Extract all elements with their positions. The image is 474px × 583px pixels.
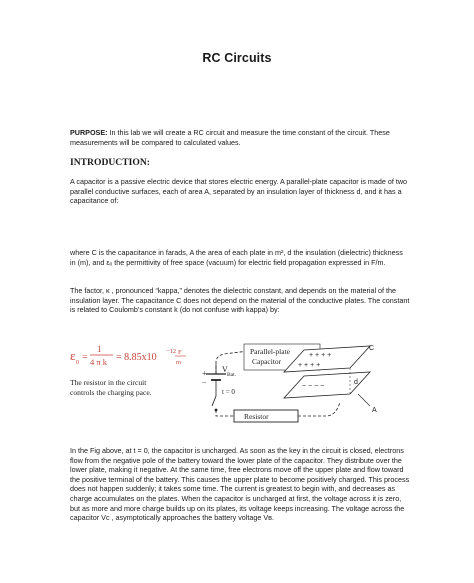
kappa-paragraph: The factor, κ , pronounced “kappa,” denotes the dielectric constant, and depends on the material of the insulation layer. The capacitance C does not depend on the material of the conductive plates. The constant is related to Coulomb’s constant k (do not confuse with kappa) by: [70,286,410,315]
purpose-label: PURPOSE: [70,128,108,137]
purpose-paragraph [70,128,410,147]
label-a: A [372,407,377,414]
circuit-figure [66,336,416,424]
battery-subscript: Bat. [227,372,237,378]
fraction-denominator: 4 π k [90,357,108,367]
label-c: C [369,345,375,352]
permittivity-exponent: −12 [166,348,177,355]
bottom-plate-charges: − − − − [302,383,325,390]
purpose-text: In this lab we will create a RC circuit and measure the time constant of the circuit. These measurements will be compared to calculated values. [70,128,390,147]
label-d: d [354,379,358,386]
caption-line-1: The resistor in the circuit [70,378,147,387]
resistor-label: Resistor [244,412,269,421]
capacitor-paragraph: A capacitor is a passive electric device that stores electric energy. A parallel-plate capacitor is made of two parallel conductive surfaces, each of area A, separated by an insulation layer of thickness d, and it has a capacitance of: [70,177,408,206]
equals-sign: = [82,352,88,363]
battery-plus: + [202,369,207,378]
permittivity-value: = 8.85x10 [116,352,157,363]
top-plate-charges: + + + + [309,352,332,359]
epsilon-symbol: ε [70,348,76,363]
figure-explanation-paragraph: In the Fig above, at t = 0, the capacitor is uncharged. As soon as the key in the circuit is closed, electrons flow from the negative pole of the battery toward the lower plate of the capacitor. They distribute over the lower plate, making it negative. At the same time, free electrons move off the upper plate and flow toward the positive terminal of the battery. This causes the upper plate to become positively charged. This process does not happen suddenly; it takes some time. The current is greatest to begin with, and decreases as charge accumulates on the plates. When the capacitor is uncharged at first, the voltage across it is zero, but as more and more charge builds up on its plates, its voltage keeps increasing. The voltage across the capacitor Vᴄ , asymptotically approaches the battery voltage Vʙ. [70,446,410,523]
battery-minus: − [202,378,207,387]
area-pointer [358,394,370,406]
unit-numerator: F [178,349,182,356]
epsilon-subscript: 0 [76,360,79,366]
where-paragraph: where C is the capacitance in farads, A the area of each plate in m², d the insulation (dielectric) thickness in (m), and εₒ the permittivity of free space (vacuum) for electric field propagation expressed in F/m. [70,248,403,267]
page-title: RC Circuits [202,51,272,65]
caption-line-2: controls the charging pace. [70,388,152,397]
unit-denominator: m [176,359,182,366]
switch-symbol [212,396,217,411]
introduction-heading: INTRODUCTION: [70,157,150,168]
battery-label: V [222,365,228,374]
capacitor-label-line-1: Parallel-plate [250,347,290,356]
top-plate-charges-row2: + + + + [298,362,321,369]
capacitor-label-line-2: Capacitor [252,357,282,366]
fraction-numerator: 1 [97,344,102,354]
switch-time-label: t = 0 [222,388,235,396]
